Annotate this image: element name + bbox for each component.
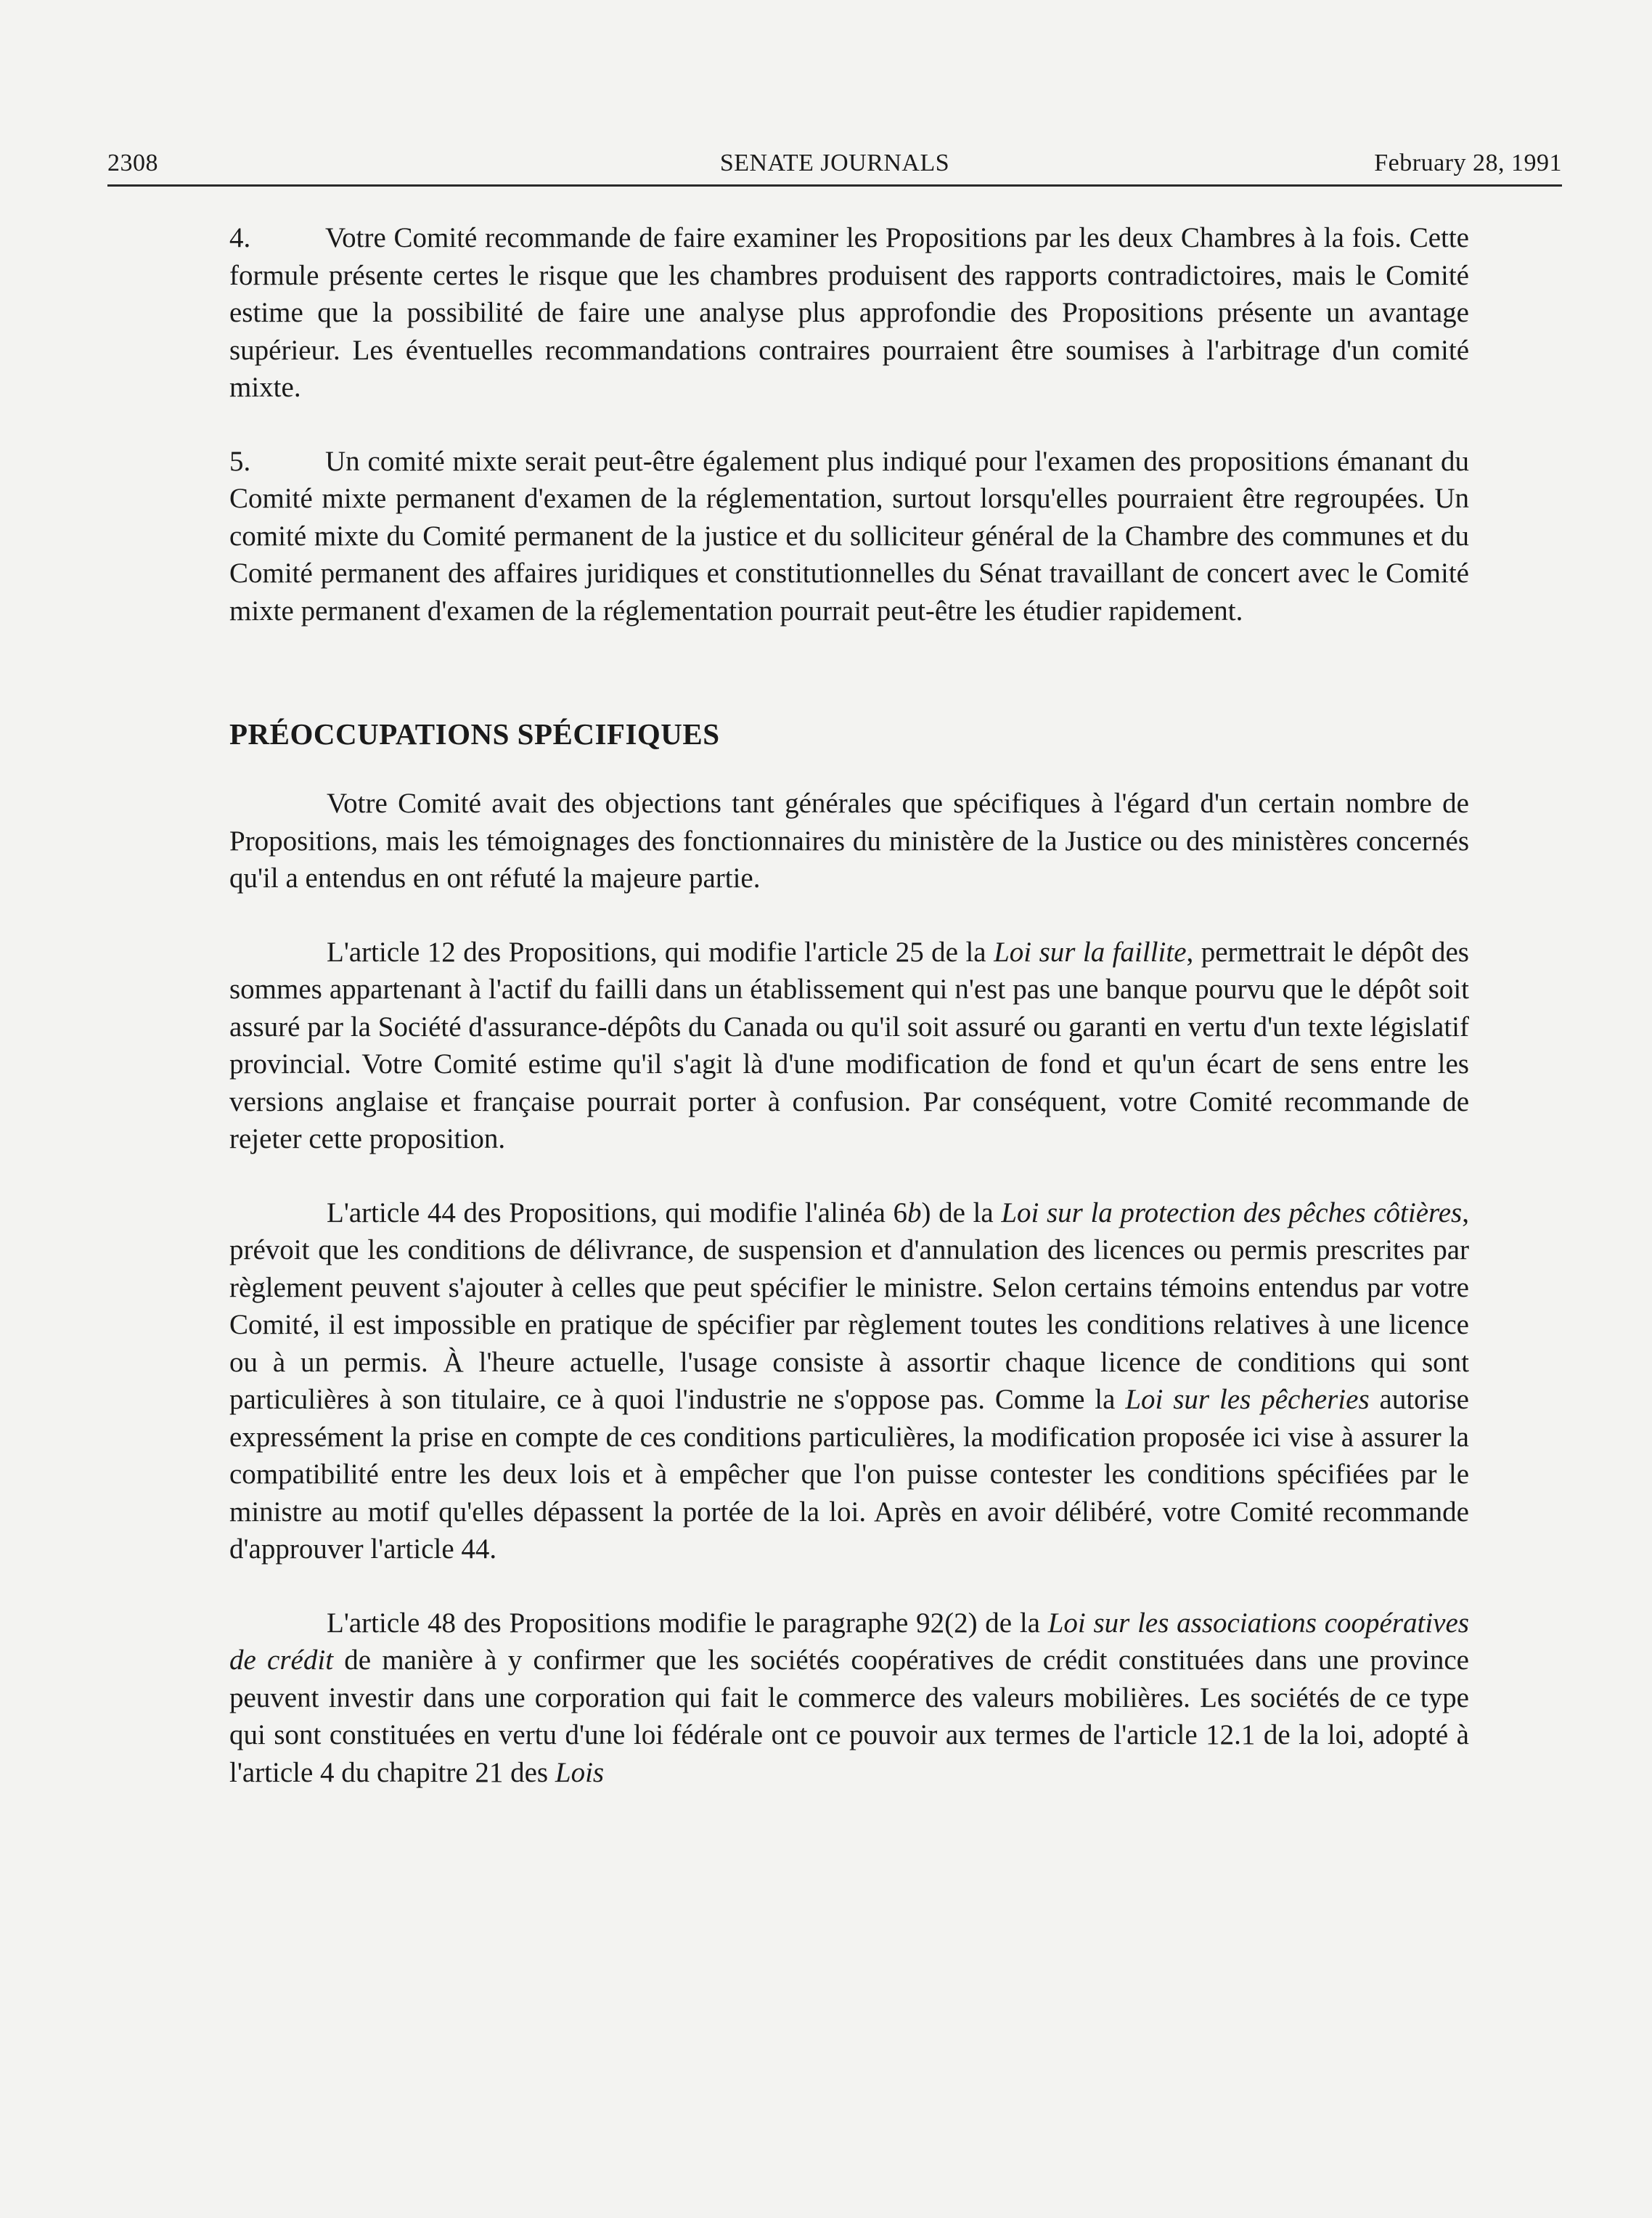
law-title: Loi sur les pêcheries [1125,1384,1370,1415]
page-header [107,144,1562,187]
text-run: de manière à y confirmer que les sociétés coopératives de crédit constituées dans une province peuvent investir dans une corporation qui fait le commerce des valeurs mobilières. Les sociétés de ce type qui sont constituées en vertu d'une loi fédérale ont ce pouvoir aux termes de l'article 12.1 de la loi, adopté à l'article 4 du chapitre 21 des [229,1644,1469,1788]
paragraph-number: 5. [229,445,251,477]
text-run: ) de la [921,1196,1002,1228]
text-run: L'article 48 des Propositions modifie le paragraphe 92(2) de la [327,1607,1048,1639]
paragraph-intro: Votre Comité avait des objections tant générales que spécifiques à l'égard d'un certain nombre de Propositions, mais les témoignages des fonctionnaires du ministère de la Justice ou des ministères concernés qu'il a entendus en ont réfuté la majeure partie. [229,788,1469,894]
law-title: Loi sur la protection des pêches côtières [1001,1196,1463,1228]
text-run: L'article 12 des Propositions, qui modifie l'article 25 de la [327,936,994,968]
law-title: Loi sur la faillite [994,936,1187,968]
law-title: Loi sur les associations coopératives de crédit [229,1607,1469,1676]
document-body [229,219,1469,1791]
paragraph-5 [229,443,1469,630]
text-run: autorise expressément la prise en compte de ces conditions particulières, la modification proposée ici vise à assurer la compatibilité entre les deux lois et à empêcher que l'on puisse contester les conditions spécifiées par le ministre au motif qu'elles dépassent la portée de la loi. Après en avoir délibéré, votre Comité recommande d'approuver l'article 44. [229,1384,1469,1565]
section-heading: PRÉOCCUPATIONS SPÉCIFIQUES [229,717,720,751]
page-number: 2308 [107,150,158,176]
text-run: , permettrait le dépôt des sommes appartenant à l'actif du failli dans un établissement qui n'est pas une banque pourvu que le dépôt soit assuré par la Société d'assurance-dépôts du Canada ou qu'il soit assuré ou garanti en vertu d'un texte législatif provincial. Votre Comité estime qu'il s'agit là d'une modification de fond et qu'un écart de sens entre les versions anglaise et française pourrait porter à confusion. Par conséquent, votre Comité recommande de rejeter cette proposition. [229,936,1469,1154]
paragraph-4 [229,219,1469,407]
paragraph-article-12 [229,934,1469,1158]
law-title: Lois [555,1756,605,1788]
paragraph-article-48 [229,1605,1469,1792]
paragraph-text: Votre Comité recommande de faire examiner les Propositions par les deux Chambres à la fois. Cette formule présente certes le risque que les chambres produisent des rapports contradictoires, mais le Comité estime que la possibilité de faire une analyse plus approfondie des Propositions présente un avantage supérieur. Les éventuelles recommandations contraires pourraient être soumises à l'arbitrage d'un comité mixte. [229,222,1469,403]
text-run: , prévoit que les conditions de délivrance, de suspension et d'annulation des licences ou permis prescrites par règlement peuvent s'ajouter à celles que peut spécifier le ministre. Selon certains témoins entendus par votre Comité, il est impossible en pratique de spécifier par règlement toutes les conditions relatives à une licence ou à un permis. À l'heure actuelle, l'usage consiste à assortir chaque licence de conditions qui sont particulières à son titulaire, ce à quoi l'industrie ne s'oppose pas. Comme la [229,1196,1469,1415]
running-title: SENATE JOURNALS [719,150,950,176]
paragraph-number: 4. [229,222,251,253]
paragraph-text: Un comité mixte serait peut-être également plus indiqué pour l'examen des propositions émanant du Comité mixte permanent d'examen de la réglementation, surtout lorsqu'elles pourraient être regroupées. Un comité mixte du Comité permanent de la justice et du solliciteur général de la Chambre des communes et du Comité permanent des affaires juridiques et constitutionnelles du Sénat travaillant de concert avec le Comité mixte permanent d'examen de la réglementation pourrait peut-être les étudier rapidement. [229,445,1469,627]
text-run: L'article 44 des Propositions, qui modifie l'alinéa 6 [327,1196,908,1228]
italic-letter: b [907,1196,922,1228]
paragraph-article-44 [229,1194,1469,1568]
header-date: February 28, 1991 [1374,150,1562,176]
